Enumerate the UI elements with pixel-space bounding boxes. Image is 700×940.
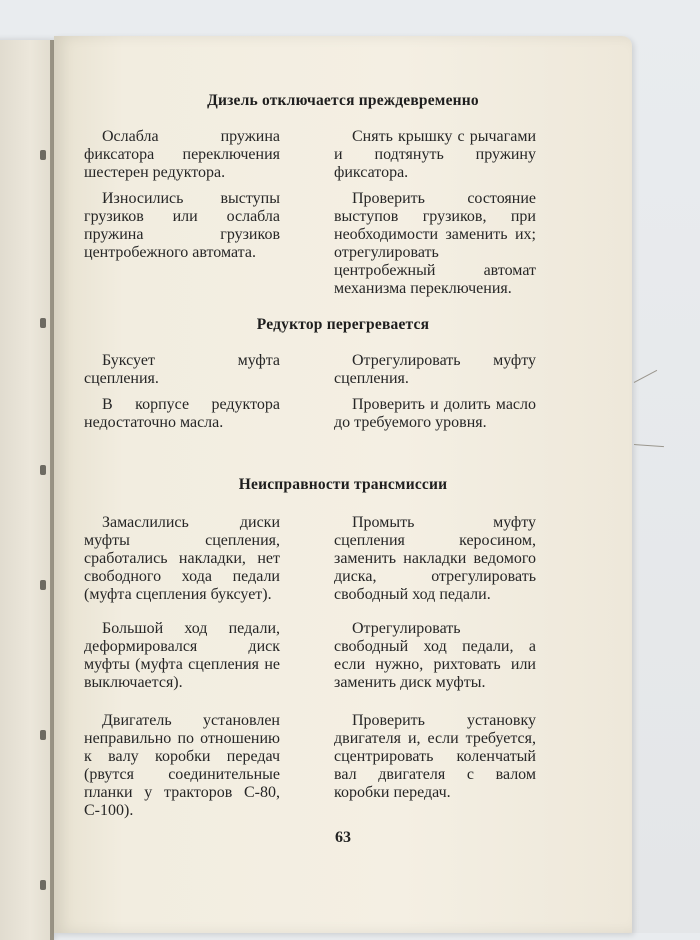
remedy-text: Снять крышку с рычагами и подтянуть пружину фиксатора.: [334, 128, 536, 181]
binding-stitch: [40, 150, 46, 160]
cause-cell: [84, 128, 280, 262]
cause-cell: [84, 514, 280, 604]
cause-text: Замаслились диски муфты сцепления, сработались накладки, нет свободного хода педали (муфта сцепления буксует).: [84, 514, 280, 603]
cause-cell: [84, 620, 280, 692]
remedy-cell: [334, 712, 536, 802]
cause-text: Износились выступы грузиков или ослабла пружина грузиков центробежного автомата.: [84, 190, 280, 261]
cause-text: Буксует муфта сцепления.: [84, 352, 280, 387]
loose-thread: [634, 444, 664, 447]
remedy-text: Промыть муфту сцепления керосином, заменить накладки ведомого диска, отрегулировать свободный ход педали.: [334, 514, 536, 603]
remedy-text: Проверить и долить масло до требуемого уровня.: [334, 396, 536, 431]
binding-stitch: [40, 465, 46, 475]
loose-thread: [634, 370, 657, 383]
section-title-transmission: Неисправности трансмиссии: [238, 476, 448, 493]
remedy-cell: [334, 128, 536, 298]
binding-stitch: [40, 580, 46, 590]
cause-text: В корпусе редуктора недостаточно масла.: [84, 396, 280, 431]
remedy-text: Отрегулировать свободный ход педали, а если нужно, рихтовать или заменить диск муфты.: [334, 620, 536, 691]
remedy-cell: [334, 620, 536, 692]
binding-stitch: [40, 730, 46, 740]
cause-text: Большой ход педали, деформировался диск муфты (муфта сцепления не выключается).: [84, 620, 280, 691]
binding-stitch: [40, 880, 46, 890]
remedy-text: Проверить установку двигателя и, если требуется, сцентрировать коленчатый вал двигателя с валом коробки передач.: [334, 712, 536, 801]
remedy-cell: [334, 352, 536, 432]
book-page: [54, 36, 632, 933]
page-number: 63: [335, 829, 351, 846]
cause-text: Ослабла пружина фиксатора переключения шестерен редуктора.: [84, 128, 280, 181]
section-title-reducer: Редуктор перегревается: [256, 316, 430, 333]
remedy-text: Отрегулировать муфту сцепления.: [334, 352, 536, 387]
binding-stitch: [40, 318, 46, 328]
cause-text: Двигатель установлен неправильно по отношению к валу коробки передач (рвутся соединительные планки у тракторов С-80, С-100).: [84, 712, 280, 819]
remedy-text: Проверить состояние выступов грузиков, при необходимости заменить их; отрегулировать центробежный автомат механизма переключения.: [334, 190, 536, 297]
cause-cell: [84, 712, 280, 820]
remedy-cell: [334, 514, 536, 604]
left-page-edge: [0, 40, 53, 940]
cause-cell: [84, 352, 280, 432]
section-title-diesel: Дизель отключается преждевременно: [207, 92, 479, 109]
